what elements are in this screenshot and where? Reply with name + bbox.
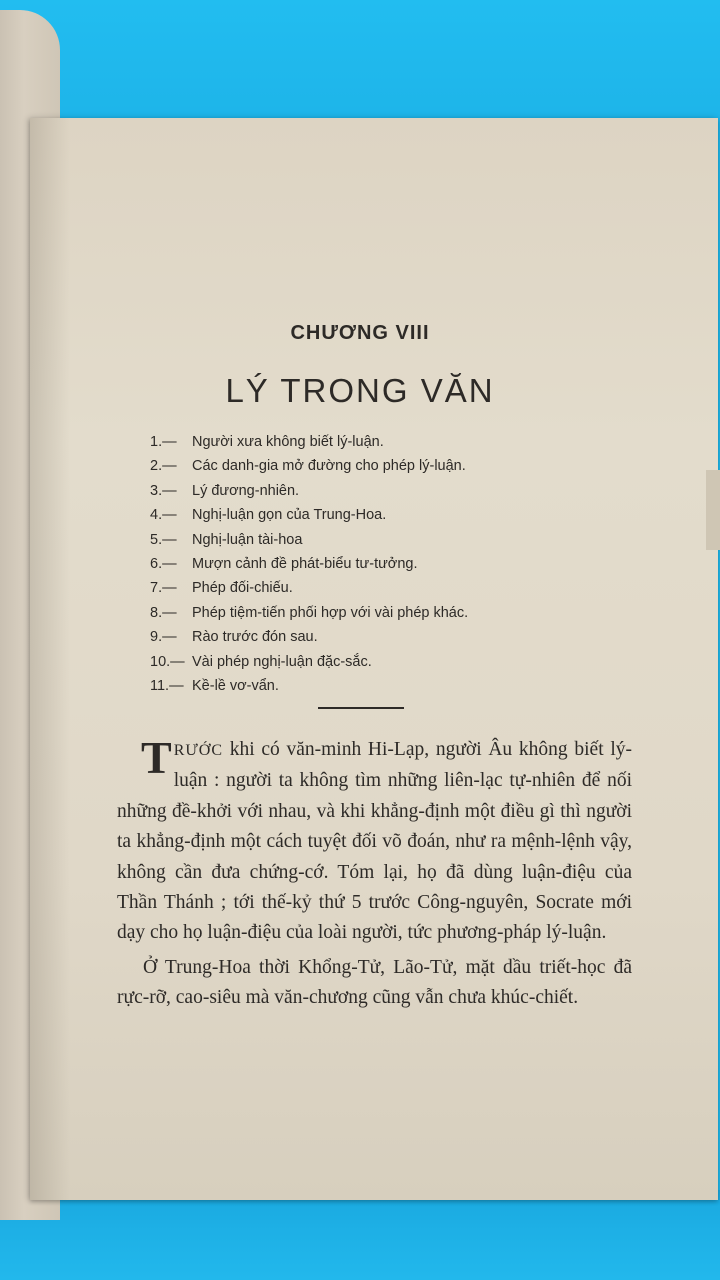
list-item [150,601,570,625]
chapter-title: LÝ TRONG VĂN [225,372,495,409]
chapter-contents-list [150,430,570,698]
list-item [150,528,570,552]
item-number: 3.— [150,482,177,499]
item-text: Người xưa không biết lý-luận. [192,434,384,450]
item-number: 11.— [150,677,184,694]
item-number: 8.— [150,604,177,621]
item-number: 7.— [150,580,177,597]
page-edge [706,470,720,550]
drop-cap: T [141,732,172,783]
item-number: 10.— [150,653,185,670]
item-number: 1.— [150,434,177,450]
list-item [150,576,570,600]
list-item [150,625,570,649]
item-number: 2.— [150,458,177,475]
paragraph-text: khi có văn-minh Hi-Lạp, người Âu không biết lý-luận : người ta không tìm những liên-lạc tự-nhiên để nối những đề-khởi với nhau, và khi khẳng-định một điều gì thì người ta khẳng-định một cách tuyệt đối võ đoán, như ra mệnh-lệnh vậy, không cần đưa chứng-cớ. Tóm lại, họ đã dùng luận-điệu của Thần Thánh ; tới thế-kỷ thứ 5 trước Công-nguyên, Socrate mới dạy cho họ luận-điệu của loài người, tức phương-pháp lý-luận. [117,739,632,944]
item-text: Phép tiệm-tiến phối hợp với vài phép khác. [192,604,469,621]
item-text: Mượn cảnh đề phát-biểu tư-tưởng. [192,555,418,572]
item-text: Kề-lề vơ-vẩn. [192,677,279,694]
list-item [150,503,570,527]
item-text: Nghị-luận gọn của Trung-Hoa. [192,507,387,524]
background-bottom [0,1190,720,1280]
section-divider [318,707,404,709]
list-item [150,454,570,478]
item-text: Lý đương-nhiên. [192,482,300,499]
list-item [150,650,570,674]
item-number: 6.— [150,555,177,572]
page-fold-shadow [30,118,70,1200]
list-item [150,479,570,503]
item-number: 5.— [150,531,177,548]
item-text: Các danh-gia mở đường cho phép lý-luận. [192,458,466,475]
item-text: Phép đối-chiếu. [192,580,293,597]
list-item [150,674,570,698]
list-item [150,430,570,454]
item-text: Nghị-luận tài-hoa [192,531,303,548]
item-number: 9.— [150,629,177,646]
item-number: 4.— [150,507,177,524]
paragraph: Ở Trung-Hoa thời Khổng-Tử, Lão-Tử, mặt dầu triết-học đã rực-rỡ, cao-siêu mà văn-chương cũng vẫn chưa khúc-chiết. [117,956,632,1009]
chapter-number: CHƯƠNG VIII [290,322,430,344]
item-text: Vài phép nghị-luận đặc-sắc. [192,653,372,670]
list-item [150,552,570,576]
body-text [117,732,632,1014]
item-text: Rào trước đón sau. [192,629,318,646]
paragraph [117,732,632,949]
lead-word: RƯỚC [173,742,223,759]
